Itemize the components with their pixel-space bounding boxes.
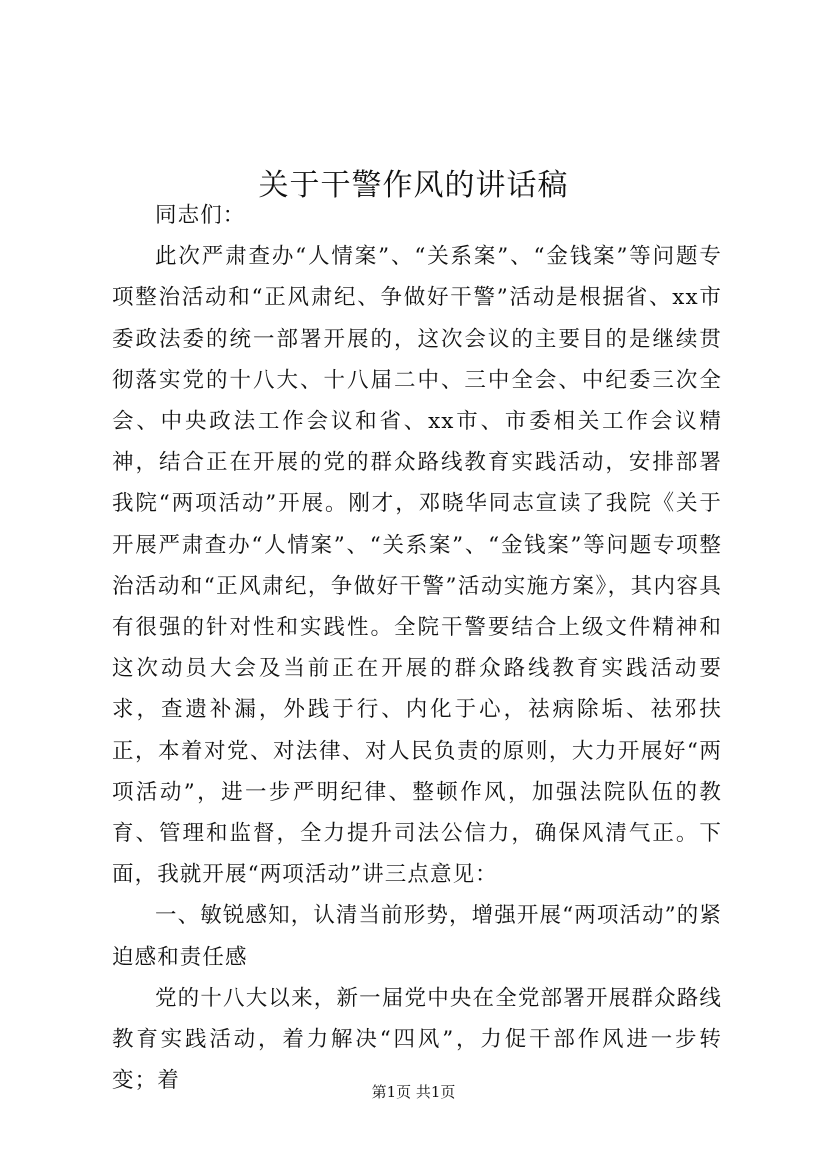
document-body — [112, 195, 722, 1101]
document-title: 关于干警作风的讲话稿 — [258, 168, 569, 204]
salutation: 同志们： — [155, 203, 246, 228]
paragraph-intro: 此次严肃查办“人情案”、“关系案”、“金钱案”等问题专项整治活动和“正风肃纪、争做好干警”活动是根据省、xx市委政法委的统一部署开展的，这次会议的主要目的是继续贯彻落实党的十八大、十八届二中、三中全会、中纪委三次全会、中央政法工作会议和省、xx市、市委相关工作会议精神，结合正在开展的党的群众路线教育实践活动，安排部署我院“两项活动”开展。刚才，邓晓华同志宣读了我院《关于开展严肃查办“人情案”、“关系案”、“金钱案”等问题专项整治活动和“正风肃纪，争做好干警”活动实施方案》，其内容具有很强的针对性和实践性。全院干警要结合上级文件精神和这次动员大会及当前正在开展的群众路线教育实践活动要求，查遗补漏，外践于行、内化于心，祛病除垢、祛邪扶正，本着对党、对法律、对人民负责的原则，大力开展好“两项活动”，进一步严明纪律、整顿作风，加强法院队伍的教育、管理和监督，全力提升司法公信力，确保风清气正。下面，我就开展“两项活动”讲三点意见： — [112, 244, 722, 888]
paragraph-section-1: 党的十八大以来，新一届党中央在全党部署开展群众路线教育实践活动，着力解决“四风”，力促干部作风进一步转变；着 — [112, 985, 722, 1094]
page-number-footer: 第1页 共1页 — [371, 1083, 456, 1101]
section-heading-1: 一、敏锐感知，认清当前形势，增强开展“两项活动”的紧迫感和责任感 — [112, 903, 722, 970]
